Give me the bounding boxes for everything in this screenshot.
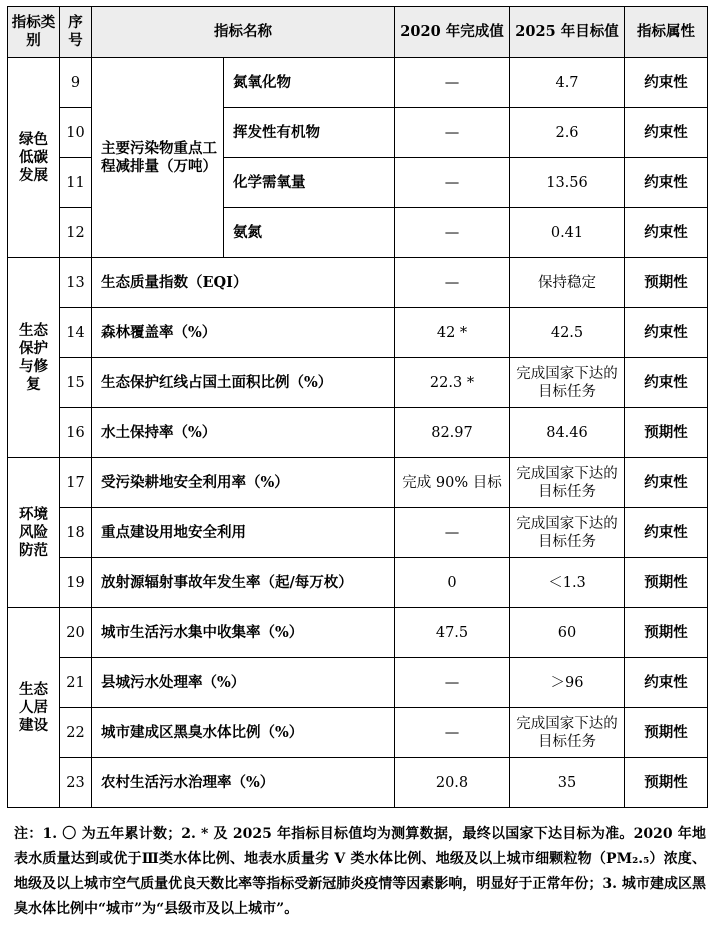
name-cell: 农村生活污水治理率（%）	[92, 758, 395, 808]
value-2020-cell: 20.8	[395, 758, 510, 808]
name-cell: 生态保护红线占国土面积比例（%）	[92, 358, 395, 408]
sub-name-cell: 挥发性有机物	[224, 108, 395, 158]
value-2020-cell: —	[395, 58, 510, 108]
attr-cell: 约束性	[625, 658, 708, 708]
attr-cell: 约束性	[625, 108, 708, 158]
indicator-table	[7, 6, 708, 808]
value-2020-cell: —	[395, 508, 510, 558]
name-cell: 县城污水处理率（%）	[92, 658, 395, 708]
seq-cell: 19	[60, 558, 92, 608]
value-2020-cell: 22.3 *	[395, 358, 510, 408]
header-seq: 序号	[60, 7, 92, 58]
table-row	[8, 258, 708, 308]
name-cell: 重点建设用地安全利用	[92, 508, 395, 558]
value-2025-cell: ＜1.3	[510, 558, 625, 608]
sub-name-cell: 氨氮	[224, 208, 395, 258]
category-cell: 生态保护与修复	[8, 258, 60, 458]
value-2020-cell: —	[395, 208, 510, 258]
value-2020-cell: —	[395, 658, 510, 708]
value-2020-cell: 42 *	[395, 308, 510, 358]
seq-cell: 20	[60, 608, 92, 658]
seq-cell: 16	[60, 408, 92, 458]
attr-cell: 约束性	[625, 458, 708, 508]
value-2025-cell: 完成国家下达的目标任务	[510, 458, 625, 508]
header-category: 指标类别	[8, 7, 60, 58]
footnote-text: 1. 〇 为五年累计数；2. * 及 2025 年指标目标值均为测算数据，最终以国家下达目标为准。2020 年地表水质量达到或优于Ⅲ类水体比例、地表水质量劣 Ⅴ 类水体比例、地级及以上城市细颗粒物（PM₂.₅）浓度、地级及以上城市空气质量优良天数比率等指标受新冠肺炎疫情等因素影响，明显好于正常年份；3. 城市建成区黑臭水体比例中“城市”为“县级市及以上城市”。	[14, 826, 706, 917]
category-cell: 环境风险防范	[8, 458, 60, 608]
footnote	[14, 822, 706, 922]
seq-cell: 17	[60, 458, 92, 508]
table-row	[8, 308, 708, 358]
footnote-label: 注：	[14, 826, 43, 842]
value-2025-cell: 完成国家下达的目标任务	[510, 708, 625, 758]
table-row	[8, 458, 708, 508]
value-2025-cell: 35	[510, 758, 625, 808]
seq-cell: 22	[60, 708, 92, 758]
seq-cell: 10	[60, 108, 92, 158]
header-row	[8, 7, 708, 58]
attr-cell: 约束性	[625, 158, 708, 208]
value-2020-cell: 47.5	[395, 608, 510, 658]
table-row	[8, 758, 708, 808]
seq-cell: 21	[60, 658, 92, 708]
header-2025: 2025 年目标值	[510, 7, 625, 58]
seq-cell: 15	[60, 358, 92, 408]
name-cell: 城市建成区黑臭水体比例（%）	[92, 708, 395, 758]
value-2025-cell: 保持稳定	[510, 258, 625, 308]
header-2020: 2020 年完成值	[395, 7, 510, 58]
name-cell: 水土保持率（%）	[92, 408, 395, 458]
table-row	[8, 508, 708, 558]
table-row	[8, 658, 708, 708]
value-2025-cell: 60	[510, 608, 625, 658]
attr-cell: 约束性	[625, 508, 708, 558]
name-cell: 森林覆盖率（%）	[92, 308, 395, 358]
table-row	[8, 358, 708, 408]
attr-cell: 预期性	[625, 608, 708, 658]
value-2020-cell: —	[395, 258, 510, 308]
seq-cell: 18	[60, 508, 92, 558]
value-2025-cell: 0.41	[510, 208, 625, 258]
value-2025-cell: 完成国家下达的目标任务	[510, 508, 625, 558]
table-row	[8, 408, 708, 458]
name-cell: 受污染耕地安全利用率（%）	[92, 458, 395, 508]
value-2025-cell: ＞96	[510, 658, 625, 708]
value-2020-cell: —	[395, 158, 510, 208]
value-2025-cell: 42.5	[510, 308, 625, 358]
value-2020-cell: —	[395, 708, 510, 758]
value-2020-cell: 0	[395, 558, 510, 608]
table-row	[8, 708, 708, 758]
name-cell: 生态质量指数（EQI）	[92, 258, 395, 308]
value-2020-cell: 82.97	[395, 408, 510, 458]
value-2025-cell: 2.6	[510, 108, 625, 158]
name-cell: 放射源辐射事故年发生率（起/每万枚）	[92, 558, 395, 608]
category-cell: 绿色低碳发展	[8, 58, 60, 258]
header-name: 指标名称	[92, 7, 395, 58]
merged-name-cell: 主要污染物重点工程减排量（万吨）	[92, 58, 224, 258]
value-2025-cell: 84.46	[510, 408, 625, 458]
attr-cell: 预期性	[625, 708, 708, 758]
seq-cell: 9	[60, 58, 92, 108]
table-row	[8, 58, 708, 108]
attr-cell: 预期性	[625, 758, 708, 808]
name-cell: 城市生活污水集中收集率（%）	[92, 608, 395, 658]
seq-cell: 14	[60, 308, 92, 358]
seq-cell: 13	[60, 258, 92, 308]
category-cell: 生态人居建设	[8, 608, 60, 808]
sub-name-cell: 化学需氧量	[224, 158, 395, 208]
table-row	[8, 558, 708, 608]
attr-cell: 约束性	[625, 358, 708, 408]
seq-cell: 12	[60, 208, 92, 258]
table-row	[8, 608, 708, 658]
seq-cell: 11	[60, 158, 92, 208]
attr-cell: 预期性	[625, 258, 708, 308]
value-2025-cell: 13.56	[510, 158, 625, 208]
value-2025-cell: 4.7	[510, 58, 625, 108]
value-2025-cell: 完成国家下达的目标任务	[510, 358, 625, 408]
seq-cell: 23	[60, 758, 92, 808]
attr-cell: 预期性	[625, 408, 708, 458]
sub-name-cell: 氮氧化物	[224, 58, 395, 108]
attr-cell: 约束性	[625, 58, 708, 108]
value-2020-cell: —	[395, 108, 510, 158]
attr-cell: 约束性	[625, 308, 708, 358]
header-attr: 指标属性	[625, 7, 708, 58]
value-2020-cell: 完成 90% 目标	[395, 458, 510, 508]
attr-cell: 预期性	[625, 558, 708, 608]
attr-cell: 约束性	[625, 208, 708, 258]
